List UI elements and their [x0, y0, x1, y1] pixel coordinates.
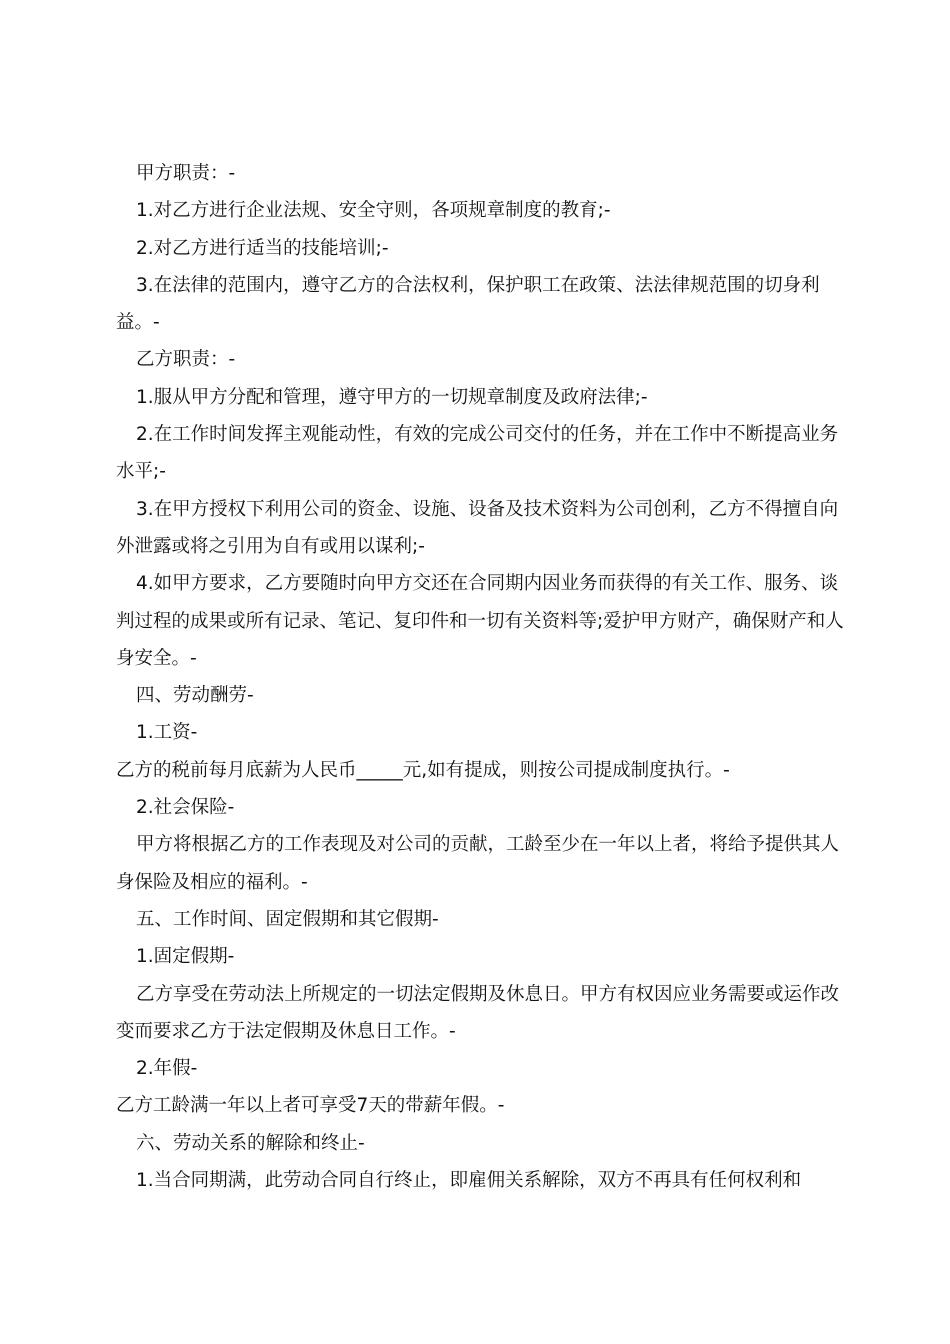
paragraph: 1.服从甲方分配和管理，遵守甲方的一切规章制度及政府法律;- [136, 386, 648, 408]
paragraph: 乙方工龄满一年以上者可享受7天的带薪年假。- [116, 1095, 505, 1117]
party-a-duties-heading: 甲方职责：- [136, 163, 236, 184]
section-heading: 五、工作时间、固定假期和其它假期- [136, 908, 439, 930]
paragraph: 3.在法律的范围内，遵守乙方的合法权利，保护职工在政策、法法律规范围的切身利益。- [116, 274, 820, 334]
paragraph: 甲方将根据乙方的工作表现及对公司的贡献，工龄至少在一年以上者，将给予提供其人身保险及相应的福利。- [116, 834, 840, 893]
paragraph: 2.对乙方进行适当的技能培训;- [136, 237, 389, 259]
paragraph: 4.如甲方要求，乙方要随时向甲方交还在合同期内因业务而获得的有关工作、服务、谈判过程的成果或所有记录、笔记、复印件和一切有关资料等;爱护甲方财产，确保财产和人身安全。- [116, 573, 844, 669]
paragraph: 1.当合同期满，此劳动合同自行终止，即雇佣关系解除，双方不再具有任何权利和 [136, 1170, 802, 1192]
paragraph: 乙方的税前每月底薪为人民币_____元,如有提成，则按公司提成制度执行。- [116, 759, 730, 781]
subsection-heading: 2.社会保险- [136, 797, 235, 819]
section-heading: 六、劳动关系的解除和终止- [136, 1132, 365, 1154]
paragraph: 3.在甲方授权下利用公司的资金、设施、设备及技术资料为公司创利，乙方不得擅自向外泄露或将之引用为自有或用以谋利;- [116, 498, 839, 557]
subsection-heading: 1.固定假期- [136, 946, 235, 968]
subsection-heading: 2.年假- [136, 1058, 198, 1080]
section-heading: 四、劳动酬劳- [136, 685, 254, 707]
paragraph: 2.在工作时间发挥主观能动性，有效的完成公司交付的任务，并在工作中不断提高业务水平;- [116, 424, 839, 483]
document-body [116, 155, 846, 1199]
paragraph: 乙方享受在劳动法上所规定的一切法定假期及休息日。甲方有权因应业务需要或运作改变而要求乙方于法定假期及休息日工作。- [116, 983, 840, 1042]
party-b-duties-heading: 乙方职责：- [136, 349, 236, 371]
paragraph: 1.对乙方进行企业法规、安全守则，各项规章制度的教育;- [136, 200, 611, 222]
subsection-heading: 1.工资- [136, 722, 198, 744]
